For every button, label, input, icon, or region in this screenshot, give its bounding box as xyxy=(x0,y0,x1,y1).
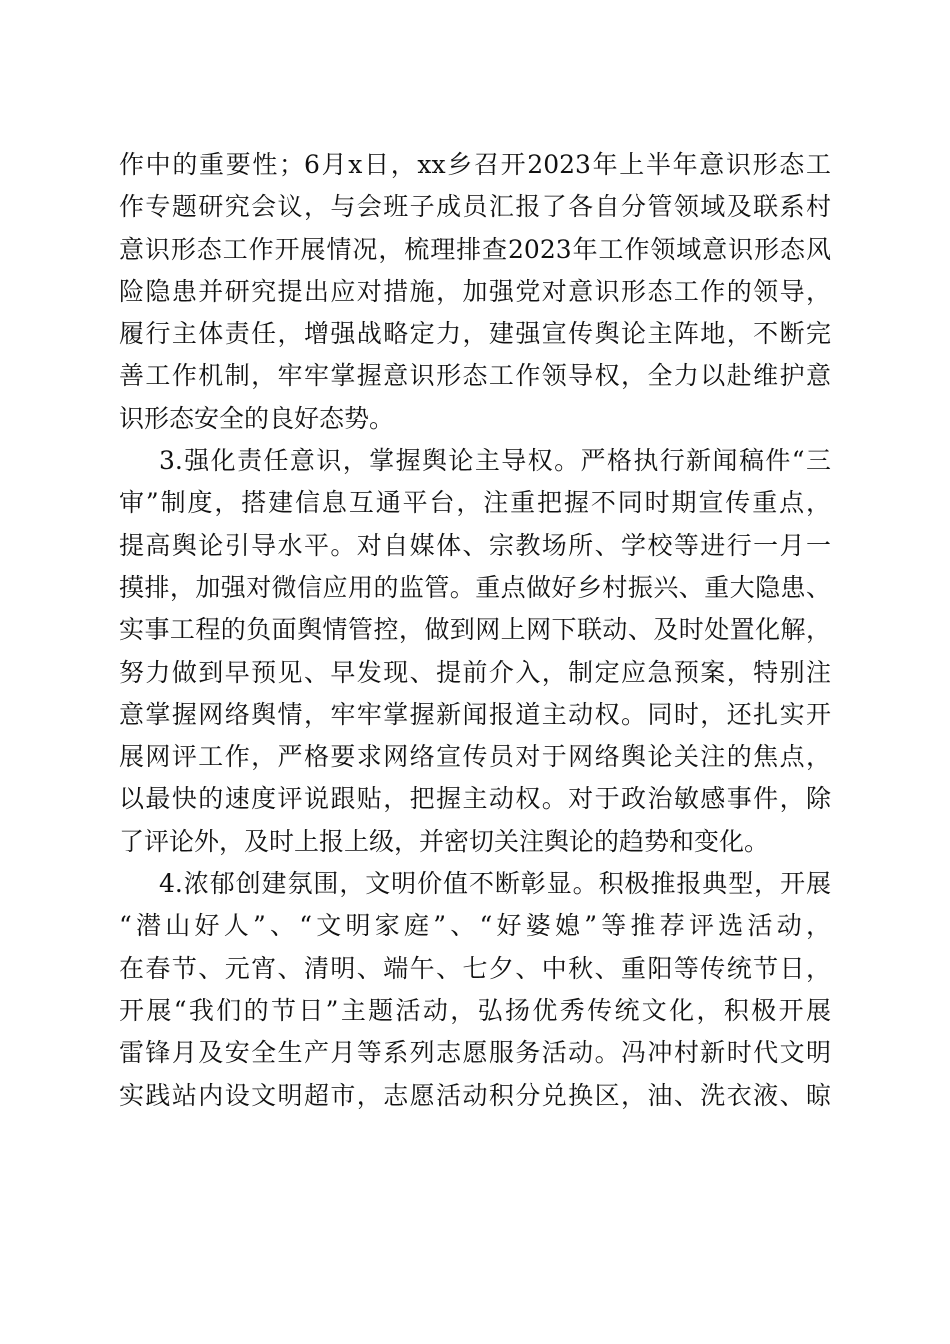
text-line: 识形态安全的良好态势。 xyxy=(119,403,395,433)
text-line: 险隐患并研究提出应对措施，加强党对意识形态工作的领导， xyxy=(119,276,831,306)
paragraph-heading-line: 4.浓郁创建氛围，文明价值不断彰显。积极推报典型，开展 xyxy=(159,869,831,899)
text-line: 意识形态工作开展情况，梳理排查2023年工作领域意识形态风 xyxy=(119,234,831,264)
text-line: 了评论外，及时上报上级，并密切关注舆论的趋势和变化。 xyxy=(119,826,770,856)
text-line: 以最快的速度评说跟贴，把握主动权。对于政治敏感事件，除 xyxy=(119,784,831,814)
text-line: 实践站内设文明超市，志愿活动积分兑换区，油、洗衣液、晾 xyxy=(119,1080,831,1110)
document-body xyxy=(119,144,831,1117)
text-line: 善工作机制，牢牢掌握意识形态工作领导权，全力以赴维护意 xyxy=(119,361,831,391)
text-line: 努力做到早预见、早发现、提前介入，制定应急预案，特别注 xyxy=(119,657,831,687)
paragraph-heading-line: 3.强化责任意识，掌握舆论主导权。严格执行新闻稿件“三 xyxy=(159,446,831,476)
text-line: 雷锋月及安全生产月等系列志愿服务活动。冯冲村新时代文明 xyxy=(119,1038,831,1068)
text-line: 审”制度，搭建信息互通平台，注重把握不同时期宣传重点， xyxy=(119,488,831,518)
text-line: 实事工程的负面舆情管控，做到网上网下联动、及时处置化解， xyxy=(119,615,831,645)
text-line: 摸排，加强对微信应用的监管。重点做好乡村振兴、重大隐患、 xyxy=(119,572,831,602)
text-line: 履行主体责任，增强战略定力，建强宣传舆论主阵地，不断完 xyxy=(119,319,831,349)
text-line: 展网评工作，严格要求网络宣传员对于网络舆论关注的焦点， xyxy=(119,742,831,772)
text-line: 开展“我们的节日”主题活动，弘扬优秀传统文化，积极开展 xyxy=(119,995,831,1025)
text-line: 提高舆论引导水平。对自媒体、宗教场所、学校等进行一月一 xyxy=(119,530,831,560)
text-line: 在春节、元宵、清明、端午、七夕、中秋、重阳等传统节日， xyxy=(119,953,831,983)
text-line: 意掌握网络舆情，牢牢掌握新闻报道主动权。同时，还扎实开 xyxy=(119,699,831,729)
text-line: “潜山好人”、“文明家庭”、“好婆媳”等推荐评选活动， xyxy=(119,911,831,941)
text-line: 作专题研究会议，与会班子成员汇报了各自分管领域及联系村 xyxy=(119,192,831,222)
text-line: 作中的重要性；6月x日，xx乡召开2023年上半年意识形态工 xyxy=(119,150,831,179)
